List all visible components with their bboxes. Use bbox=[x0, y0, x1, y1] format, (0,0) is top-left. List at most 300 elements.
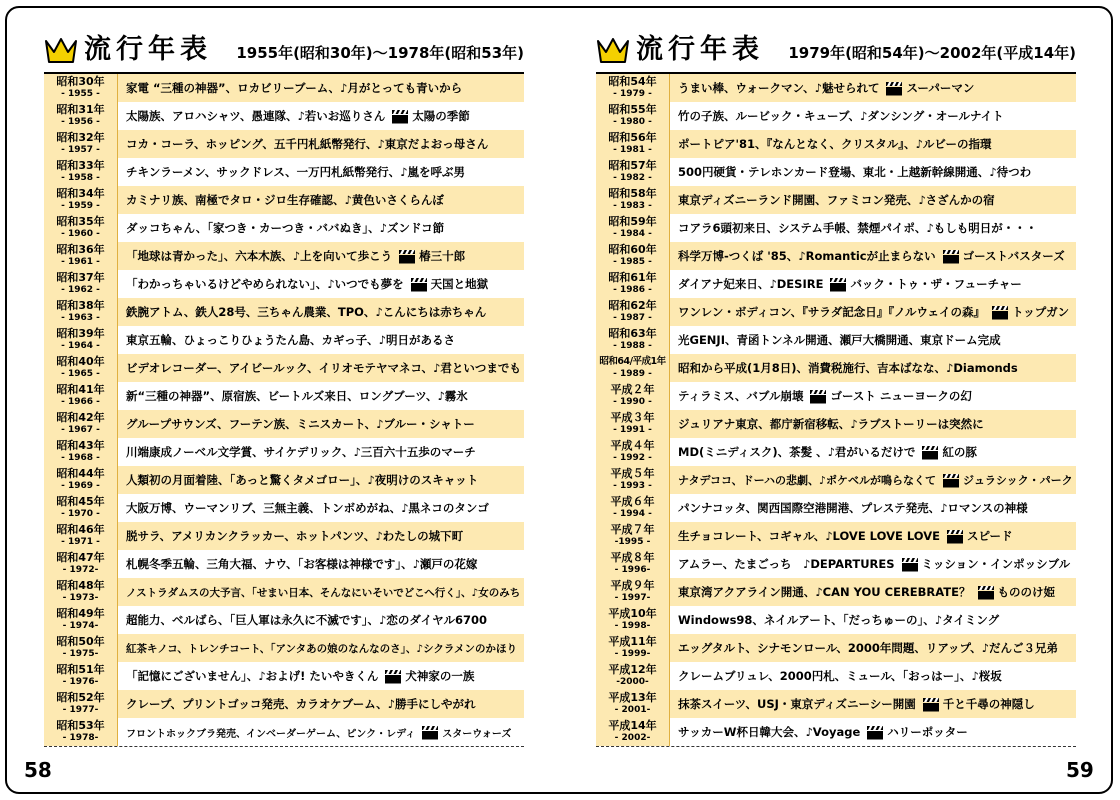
film-title: 椿三十郎 bbox=[419, 249, 466, 263]
table-row bbox=[596, 606, 1076, 634]
events-text: アムラー、たまごっち ♪DEPARTURES bbox=[678, 557, 895, 571]
events-cell bbox=[670, 130, 1076, 158]
events-text: MD(ミニディスク)、茶髪 、♪君がいるだけで bbox=[678, 445, 916, 459]
year-cell bbox=[596, 354, 670, 382]
year-cell bbox=[44, 718, 118, 746]
table-row bbox=[44, 522, 524, 550]
events-cell bbox=[118, 186, 524, 214]
table-row bbox=[44, 606, 524, 634]
era-year: 平成14年 bbox=[608, 719, 657, 732]
events-cell bbox=[118, 102, 524, 130]
western-year: - 1986 - bbox=[613, 285, 652, 295]
table-row bbox=[596, 102, 1076, 130]
clapperboard-icon bbox=[991, 305, 1009, 320]
events-cell bbox=[670, 270, 1076, 298]
western-year: - 1991 - bbox=[613, 425, 652, 435]
western-year: - 1990 - bbox=[613, 397, 652, 407]
events-text: パンナコッタ、関西国際空港開港、プレステ発売、♪ロマンスの神様 bbox=[678, 501, 1028, 515]
film-entry bbox=[942, 472, 1073, 488]
events-text: グループサウンズ、フーテン族、ミニスカート、♪ブルー・シャトー bbox=[126, 417, 475, 431]
era-year: 昭和53年 bbox=[56, 719, 105, 732]
era-year: 昭和64/平成1年 bbox=[599, 356, 666, 367]
western-year: - 1993 - bbox=[613, 481, 652, 491]
table-row bbox=[44, 74, 524, 102]
western-year: - 1981 - bbox=[613, 145, 652, 155]
western-year: - 1967 - bbox=[61, 425, 100, 435]
table-row bbox=[596, 466, 1076, 494]
year-cell bbox=[596, 606, 670, 634]
film-entry bbox=[809, 388, 971, 404]
clapperboard-icon bbox=[942, 249, 960, 264]
year-cell bbox=[596, 74, 670, 102]
year-cell bbox=[44, 158, 118, 186]
year-cell bbox=[596, 298, 670, 326]
events-text: 昭和から平成(1月8日)、消費税施行、吉本ばなな、♪Diamonds bbox=[678, 361, 1018, 375]
table-row bbox=[44, 158, 524, 186]
events-text: 鉄腕アトム、鉄人28号、三ちゃん農業、TPO、♪こんにちは赤ちゃん bbox=[126, 305, 487, 319]
year-cell bbox=[596, 718, 670, 746]
era-year: 平成２年 bbox=[610, 383, 655, 396]
film-entry bbox=[829, 276, 1021, 292]
events-cell bbox=[670, 326, 1076, 354]
table-row bbox=[596, 550, 1076, 578]
film-title: 千と千尋の神隠し bbox=[942, 697, 1035, 711]
clapperboard-icon bbox=[384, 669, 402, 684]
western-year: - 1996- bbox=[614, 565, 651, 575]
table-row bbox=[596, 74, 1076, 102]
events-text: ダッコちゃん、「家つき・カーつき・ババぬき」、♪ズンドコ節 bbox=[126, 221, 445, 235]
events-text: サッカーW杯日韓大会、♪Voyage bbox=[678, 725, 861, 739]
film-entry bbox=[866, 724, 968, 740]
year-cell bbox=[596, 242, 670, 270]
events-cell bbox=[118, 466, 524, 494]
table-row bbox=[44, 718, 524, 746]
year-cell bbox=[44, 578, 118, 606]
year-cell bbox=[44, 354, 118, 382]
film-entry bbox=[977, 584, 1056, 600]
table-row bbox=[44, 634, 524, 662]
film-entry bbox=[901, 556, 1071, 572]
era-year: 昭和56年 bbox=[608, 131, 657, 144]
events-cell bbox=[670, 718, 1076, 746]
events-cell bbox=[118, 270, 524, 298]
film-title: もののけ姫 bbox=[997, 585, 1055, 599]
era-year: 昭和42年 bbox=[56, 411, 105, 424]
events-cell bbox=[670, 354, 1076, 382]
year-cell bbox=[44, 522, 118, 550]
table-row bbox=[44, 186, 524, 214]
era-year: 昭和61年 bbox=[608, 271, 657, 284]
era-year: 昭和37年 bbox=[56, 271, 105, 284]
film-entry bbox=[885, 80, 974, 96]
events-text: 「地球は青かった」、六本木族、♪上を向いて歩こう bbox=[126, 249, 393, 263]
film-title: ハリーポッター bbox=[887, 725, 968, 739]
year-cell bbox=[596, 158, 670, 186]
era-year: 昭和43年 bbox=[56, 439, 105, 452]
era-year: 昭和47年 bbox=[56, 551, 105, 564]
events-text: チキンラーメン、サックドレス、一万円札紙幣発行、♪嵐を呼ぶ男 bbox=[126, 165, 465, 179]
table-row bbox=[596, 662, 1076, 690]
table-row bbox=[596, 186, 1076, 214]
era-year: 昭和63年 bbox=[608, 327, 657, 340]
clapperboard-icon bbox=[809, 389, 827, 404]
events-cell bbox=[670, 298, 1076, 326]
table-row bbox=[596, 438, 1076, 466]
era-year: 昭和51年 bbox=[56, 663, 105, 676]
events-text: 脱サラ、アメリカンクラッカー、ホットパンツ、♪わたしの城下町 bbox=[126, 529, 464, 543]
era-year: 昭和40年 bbox=[56, 355, 105, 368]
era-year: 平成３年 bbox=[610, 411, 655, 424]
era-year: 平成13年 bbox=[608, 691, 657, 704]
table-row bbox=[44, 130, 524, 158]
table-row bbox=[596, 270, 1076, 298]
events-cell bbox=[670, 438, 1076, 466]
year-cell bbox=[596, 186, 670, 214]
western-year: - 1984 - bbox=[613, 229, 652, 239]
film-title: スーパーマン bbox=[906, 81, 975, 95]
western-year: -1995 - bbox=[614, 537, 651, 547]
era-year: 平成12年 bbox=[608, 663, 657, 676]
year-cell bbox=[44, 326, 118, 354]
era-year: 昭和46年 bbox=[56, 523, 105, 536]
events-text: 人類初の月面着陸、「あっと驚くタメゴロー」、♪夜明けのスキャット bbox=[126, 473, 479, 487]
western-year: - 1962 - bbox=[61, 285, 100, 295]
western-year: - 1979 - bbox=[613, 89, 652, 99]
year-cell bbox=[596, 438, 670, 466]
year-cell bbox=[596, 382, 670, 410]
table-row bbox=[596, 494, 1076, 522]
events-cell bbox=[670, 578, 1076, 606]
clapperboard-icon bbox=[901, 557, 919, 572]
events-cell bbox=[670, 662, 1076, 690]
western-year: - 1968 - bbox=[61, 453, 100, 463]
page-year-range: 1979年(昭和54年)～2002年(平成14年) bbox=[788, 44, 1076, 62]
events-text: カミナリ族、南極でタロ・ジロ生存確認、♪黄色いさくらんぼ bbox=[126, 193, 444, 207]
western-year: - 2002- bbox=[614, 733, 651, 743]
clapperboard-icon bbox=[398, 249, 416, 264]
western-year: - 1992 - bbox=[613, 453, 652, 463]
western-year: - 1957 - bbox=[61, 145, 100, 155]
era-year: 昭和57年 bbox=[608, 159, 657, 172]
events-cell bbox=[118, 130, 524, 158]
year-cell bbox=[44, 242, 118, 270]
events-cell bbox=[118, 634, 524, 662]
events-cell bbox=[118, 606, 524, 634]
events-cell bbox=[118, 690, 524, 718]
table-row bbox=[596, 158, 1076, 186]
events-cell bbox=[118, 718, 524, 746]
events-text: 太陽族、アロハシャツ、愚連隊、♪若いお巡りさん bbox=[126, 109, 386, 123]
year-cell bbox=[44, 410, 118, 438]
clapperboard-icon bbox=[866, 725, 884, 740]
film-entry bbox=[410, 276, 489, 292]
year-cell bbox=[596, 634, 670, 662]
events-text: ポートピア'81、『なんとなく、クリスタル』、♪ルビーの指環 bbox=[678, 137, 992, 151]
western-year: - 2001- bbox=[614, 705, 651, 715]
clapperboard-icon bbox=[942, 473, 960, 488]
film-title: バック・トゥ・ザ・フューチャー bbox=[850, 277, 1022, 291]
events-text: ジュリアナ東京、都庁新宿移転、♪ラブストーリーは突然に bbox=[678, 417, 984, 431]
year-cell bbox=[44, 438, 118, 466]
events-text: 家電 “三種の神器”、ロカビリーブーム、♪月がとっても青いから bbox=[126, 81, 463, 95]
era-year: 昭和58年 bbox=[608, 187, 657, 200]
table-row bbox=[596, 298, 1076, 326]
events-cell bbox=[118, 550, 524, 578]
western-year: - 1978- bbox=[62, 733, 99, 743]
table-row bbox=[596, 382, 1076, 410]
table-row bbox=[44, 214, 524, 242]
table-row bbox=[44, 662, 524, 690]
era-year: 昭和60年 bbox=[608, 243, 657, 256]
events-cell bbox=[670, 634, 1076, 662]
right-page-header bbox=[596, 30, 1076, 70]
events-cell bbox=[118, 214, 524, 242]
table-row bbox=[596, 214, 1076, 242]
events-cell bbox=[118, 494, 524, 522]
year-cell bbox=[596, 662, 670, 690]
era-year: 平成６年 bbox=[610, 495, 655, 508]
events-text: ノストラダムスの大予言、「せまい日本、そんなにいそいでどこへ行く」、♪女のみち bbox=[126, 586, 521, 599]
era-year: 昭和39年 bbox=[56, 327, 105, 340]
table-row bbox=[44, 466, 524, 494]
era-year: 昭和52年 bbox=[56, 691, 105, 704]
events-text: 光GENJI、青函トンネル開通、瀬戸大橋開通、東京ドーム完成 bbox=[678, 333, 1001, 347]
year-cell bbox=[44, 186, 118, 214]
western-year: - 1956 - bbox=[61, 117, 100, 127]
era-year: 昭和38年 bbox=[56, 299, 105, 312]
western-year: - 1988 - bbox=[613, 341, 652, 351]
film-entry bbox=[391, 108, 470, 124]
era-year: 昭和54年 bbox=[608, 75, 657, 88]
events-cell bbox=[118, 382, 524, 410]
events-cell bbox=[670, 690, 1076, 718]
western-year: - 1972- bbox=[62, 565, 99, 575]
year-cell bbox=[44, 466, 118, 494]
left-page-header bbox=[44, 30, 524, 70]
film-title: ゴースト ニューヨークの幻 bbox=[830, 389, 972, 403]
film-entry bbox=[398, 248, 465, 264]
era-year: 昭和36年 bbox=[56, 243, 105, 256]
western-year: - 1975- bbox=[62, 649, 99, 659]
events-text: ビデオレコーダー、アイビールック、イリオモテヤマネコ、♪君といつまでも bbox=[126, 361, 521, 375]
year-cell bbox=[44, 494, 118, 522]
events-cell bbox=[118, 326, 524, 354]
table-row bbox=[596, 242, 1076, 270]
events-cell bbox=[118, 74, 524, 102]
events-text: 東京湾アクアライン開通、♪CAN YOU CEREBRATE？ bbox=[678, 585, 971, 599]
era-year: 平成８年 bbox=[610, 551, 655, 564]
western-year: - 1997- bbox=[614, 593, 651, 603]
film-entry bbox=[946, 528, 1013, 544]
clapperboard-icon bbox=[921, 445, 939, 460]
events-text: コカ・コーラ、ホッピング、五千円札紙幣発行、♪東京だよおっ母さん bbox=[126, 137, 489, 151]
era-year: 平成９年 bbox=[610, 579, 655, 592]
events-text: 竹の子族、ルービック・キューブ、♪ダンシング・オールナイト bbox=[678, 109, 1004, 123]
film-title: スピード bbox=[966, 529, 1013, 543]
era-year: 昭和34年 bbox=[56, 187, 105, 200]
events-text: 抹茶スイーツ、USJ・東京ディズニーシー開園 bbox=[678, 697, 916, 711]
year-cell bbox=[44, 102, 118, 130]
western-year: - 1980 - bbox=[613, 117, 652, 127]
table-row bbox=[596, 130, 1076, 158]
events-cell bbox=[670, 382, 1076, 410]
events-cell bbox=[670, 242, 1076, 270]
table-row bbox=[44, 690, 524, 718]
era-year: 平成４年 bbox=[610, 439, 655, 452]
page-number-right: 59 bbox=[1066, 758, 1094, 782]
events-cell bbox=[118, 298, 524, 326]
events-text: フロントホックブラ発売、インベーダーゲーム、ピンク・レディ bbox=[126, 728, 416, 740]
era-year: 昭和49年 bbox=[56, 607, 105, 620]
clapperboard-icon bbox=[885, 81, 903, 96]
table-row bbox=[44, 242, 524, 270]
year-cell bbox=[44, 382, 118, 410]
film-title: 天国と地獄 bbox=[430, 277, 489, 291]
western-year: - 1963 - bbox=[61, 313, 100, 323]
events-cell bbox=[670, 158, 1076, 186]
table-row bbox=[44, 494, 524, 522]
events-cell bbox=[670, 74, 1076, 102]
era-year: 昭和45年 bbox=[56, 495, 105, 508]
era-year: 昭和59年 bbox=[608, 215, 657, 228]
film-title: ゴーストバスターズ bbox=[962, 249, 1065, 263]
events-cell bbox=[670, 186, 1076, 214]
era-year: 昭和30年 bbox=[56, 75, 105, 88]
table-row bbox=[44, 298, 524, 326]
western-year: - 1958 - bbox=[61, 173, 100, 183]
clapperboard-icon bbox=[922, 697, 940, 712]
era-year: 昭和44年 bbox=[56, 467, 105, 480]
year-cell bbox=[44, 298, 118, 326]
clapperboard-icon bbox=[410, 277, 428, 292]
events-text: ティラミス、バブル崩壊 bbox=[678, 389, 804, 403]
year-cell bbox=[44, 634, 118, 662]
film-entry bbox=[384, 668, 474, 684]
trend-table-right bbox=[596, 72, 1076, 747]
year-cell bbox=[44, 130, 118, 158]
events-cell bbox=[118, 158, 524, 186]
year-cell bbox=[44, 662, 118, 690]
events-cell bbox=[670, 102, 1076, 130]
western-year: - 1974- bbox=[62, 621, 99, 631]
events-cell bbox=[670, 550, 1076, 578]
film-entry bbox=[942, 248, 1065, 264]
table-row bbox=[44, 382, 524, 410]
events-text: ダイアナ妃来日、♪DESIRE bbox=[678, 277, 824, 291]
table-row bbox=[44, 354, 524, 382]
clapperboard-icon bbox=[946, 529, 964, 544]
western-year: - 1966 - bbox=[61, 397, 100, 407]
table-row bbox=[596, 578, 1076, 606]
clapperboard-icon bbox=[829, 277, 847, 292]
page-title: 流行年表 bbox=[636, 34, 764, 65]
year-cell bbox=[596, 494, 670, 522]
era-year: 昭和62年 bbox=[608, 299, 657, 312]
year-cell bbox=[596, 130, 670, 158]
table-row bbox=[44, 410, 524, 438]
events-text: 超能力、ベルばら、「巨人軍は永久に不滅です」、♪恋のダイヤル6700 bbox=[126, 613, 487, 627]
events-text: 500円硬貨・テレホンカード登場、東北・上越新幹線開通、♪待つわ bbox=[678, 165, 1032, 179]
era-year: 昭和32年 bbox=[56, 131, 105, 144]
events-text: ワンレン・ボディコン、『サラダ記念日』『ノルウェイの森』 bbox=[678, 305, 986, 319]
year-cell bbox=[44, 690, 118, 718]
western-year: - 1961 - bbox=[61, 257, 100, 267]
film-entry bbox=[991, 304, 1069, 320]
western-year: - 1955 - bbox=[61, 89, 100, 99]
table-row bbox=[44, 550, 524, 578]
events-text: エッグタルト、シナモンロール、2000年問題、リアップ、♪だんご３兄弟 bbox=[678, 641, 1058, 655]
events-cell bbox=[118, 522, 524, 550]
table-row bbox=[44, 270, 524, 298]
table-row bbox=[596, 690, 1076, 718]
events-text: 「わかっちゃいるけどやめられない」、♪いつでも夢を bbox=[126, 277, 404, 291]
events-text: コアラ6頭初来日、システム手帳、禁煙パイポ、♪もしも明日が・・・ bbox=[678, 221, 1038, 235]
western-year: -2000- bbox=[616, 677, 649, 687]
events-cell bbox=[118, 438, 524, 466]
table-row bbox=[596, 354, 1076, 382]
western-year: - 1985 - bbox=[613, 257, 652, 267]
year-cell bbox=[596, 578, 670, 606]
table-row bbox=[44, 438, 524, 466]
western-year: - 1983 - bbox=[613, 201, 652, 211]
western-year: - 1959 - bbox=[61, 201, 100, 211]
events-cell bbox=[670, 522, 1076, 550]
western-year: - 1970 - bbox=[61, 509, 100, 519]
film-title: 太陽の季節 bbox=[412, 109, 470, 123]
year-cell bbox=[44, 74, 118, 102]
events-cell bbox=[670, 410, 1076, 438]
events-text: 生チョコレート、コギャル、♪LOVE LOVE LOVE bbox=[678, 529, 940, 543]
western-year: - 1965 - bbox=[61, 369, 100, 379]
trend-table-left bbox=[44, 72, 524, 747]
year-cell bbox=[596, 410, 670, 438]
era-year: 昭和41年 bbox=[56, 383, 105, 396]
era-year: 平成５年 bbox=[610, 467, 655, 480]
events-text: ナタデココ、ドーハの悲劇、♪ポケベルが鳴らなくて bbox=[678, 474, 937, 487]
era-year: 昭和50年 bbox=[56, 635, 105, 648]
western-year: - 1971 - bbox=[61, 537, 100, 547]
western-year: - 1977- bbox=[62, 705, 99, 715]
era-year: 平成７年 bbox=[610, 523, 655, 536]
crown-icon bbox=[596, 36, 630, 66]
western-year: - 1989 - bbox=[613, 369, 652, 379]
film-title: ジュラシック・パーク bbox=[963, 474, 1073, 487]
year-cell bbox=[596, 102, 670, 130]
events-text: Windows98、ネイルアート、「だっちゅーの」、♪タイミング bbox=[678, 613, 1000, 627]
era-year: 昭和35年 bbox=[56, 215, 105, 228]
events-text: 札幌冬季五輪、三角大福、ナウ、「お客様は神様です」、♪瀬戸の花嫁 bbox=[126, 557, 478, 571]
table-row bbox=[44, 578, 524, 606]
events-text: 大阪万博、ウーマンリブ、三無主義、トンボめがね、♪黒ネコのタンゴ bbox=[126, 501, 489, 515]
western-year: - 1976- bbox=[62, 677, 99, 687]
era-year: 昭和55年 bbox=[608, 103, 657, 116]
table-row bbox=[596, 522, 1076, 550]
events-cell bbox=[670, 494, 1076, 522]
western-year: - 1994 - bbox=[613, 509, 652, 519]
western-year: - 1973- bbox=[62, 593, 99, 603]
western-year: - 1998- bbox=[614, 621, 651, 631]
year-cell bbox=[596, 214, 670, 242]
events-cell bbox=[118, 410, 524, 438]
page-number-left: 58 bbox=[24, 758, 52, 782]
clapperboard-icon bbox=[421, 725, 439, 740]
year-cell bbox=[596, 270, 670, 298]
events-text: 新“三種の神器”、原宿族、ビートルズ来日、ロングブーツ、♪霧氷 bbox=[126, 389, 468, 403]
year-cell bbox=[596, 522, 670, 550]
events-cell bbox=[118, 242, 524, 270]
events-cell bbox=[118, 354, 524, 382]
events-text: 東京ディズニーランド開園、ファミコン発売、♪さざんかの宿 bbox=[678, 193, 995, 207]
